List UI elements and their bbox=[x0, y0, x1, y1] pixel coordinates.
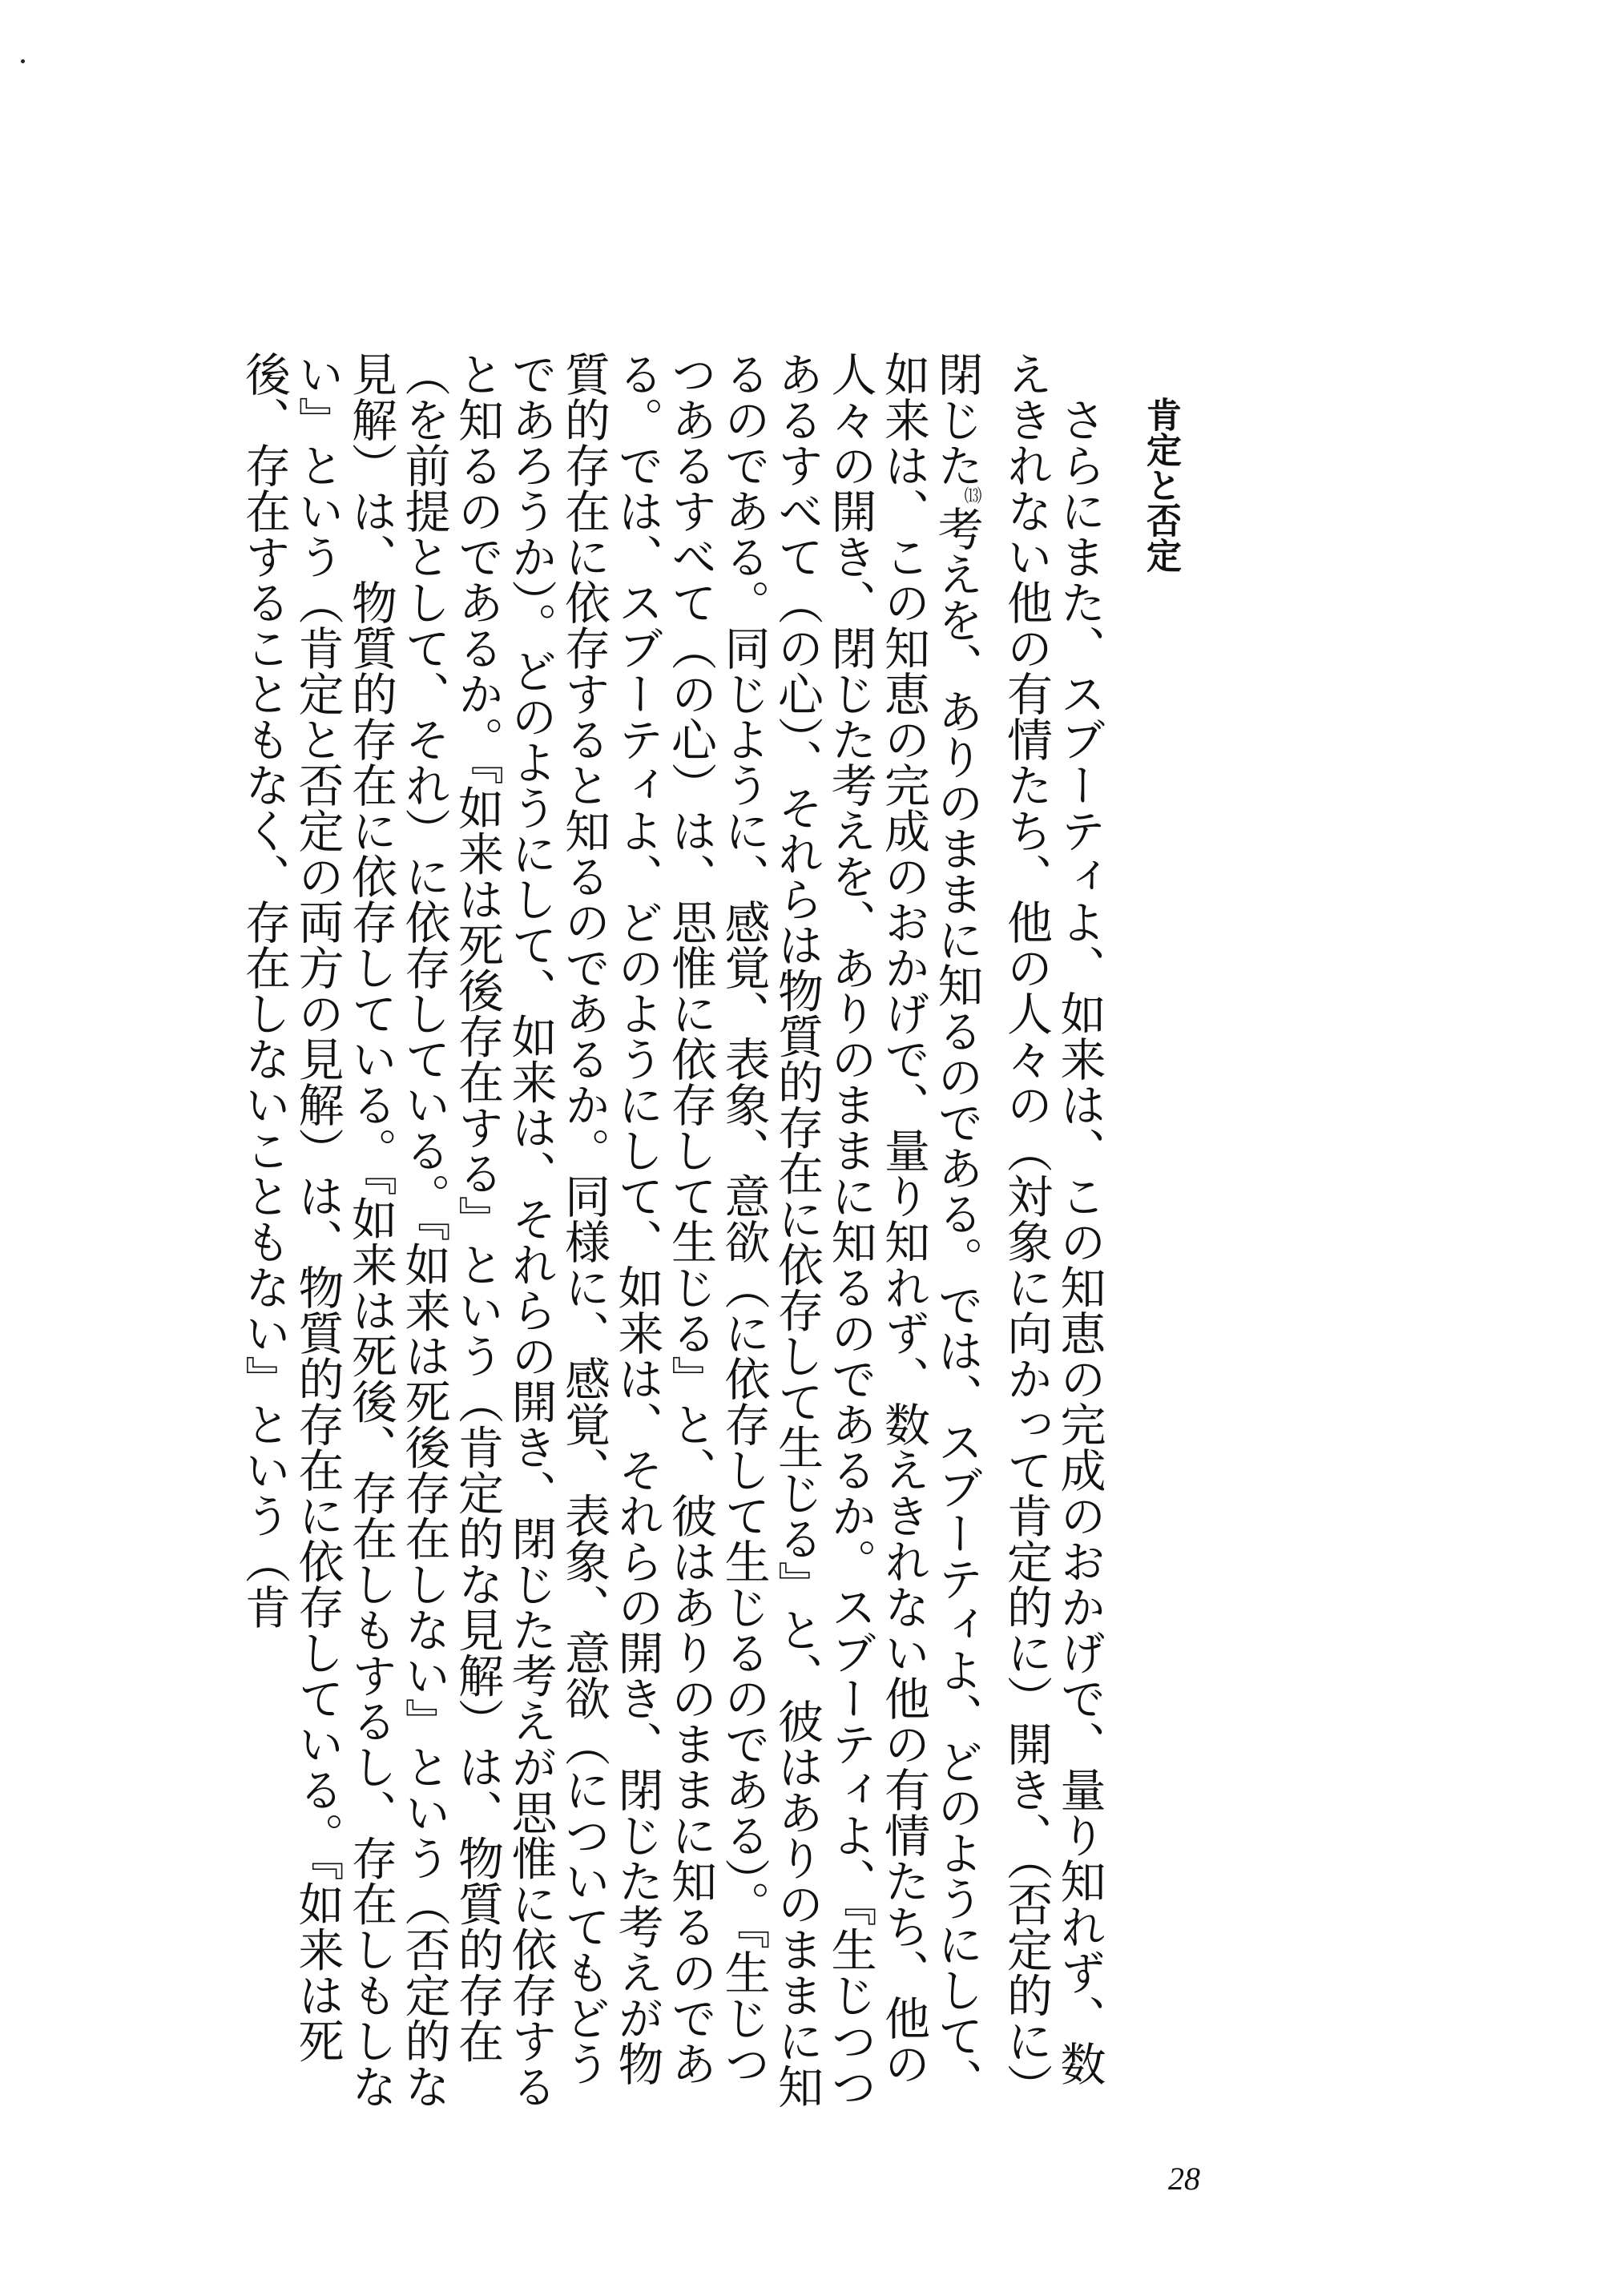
paragraph-part-1: さらにまた、スブーティよ、如来は、この知恵の完成のおかげで、量り知れず、数えきれない他の有情たち、他の人々の（対象に向かって肯定的に）開き、（否定的に）閉じた bbox=[930, 351, 1106, 2109]
paragraph bbox=[237, 351, 1106, 2113]
page-speck bbox=[21, 59, 25, 63]
body-text bbox=[148, 351, 1106, 2113]
page-number: 28 bbox=[1168, 2161, 1200, 2197]
footnote-reference: ⒀ bbox=[964, 488, 982, 506]
paragraph-part-2: 考えを、ありのままに知るのである。では、スブーティよ、どのようにして、如来は、この知恵の完成のおかげで、量り知れず、数えきれない他の有情たち、他の人々の開き、閉じた考えを、ありのままに知るのであるか。スブーティよ、『生じつつあるすべて（の心）、それらは物質的存在に依存して生じる』と、彼はありのままに知るのである。同じように、感覚、表象、意欲（に依存して生じるのである）。『生じつつあるすべて（の心）は、思惟に依存して生じる』と、彼はありのままに知るのである。では、スブーティよ、どのようにして、如来は、それらの開き、閉じた考えが物質的存在に依存すると知るのであるか。同様に、感覚、表象、意欲（についてもどうであろうか）。どのようにして、如来は、それらの開き、閉じた考えが思惟に依存すると知るのであるか。『如来は死後存在する』という（肯定的な見解）は、物質的存在（を前提として、それ）に依存している。『如来は死後存在しない』という（否定的な見解）は、物質的存在に依存している。『如来は死後、存在しもするし、存在しもしない』という（肯定と否定の両方の見解）は、物質的存在に依存している。『如来は死後、存在することもなく、存在しないこともない』という（肯 bbox=[237, 351, 983, 2109]
section-heading: 肯定と否定 bbox=[1140, 397, 1181, 573]
